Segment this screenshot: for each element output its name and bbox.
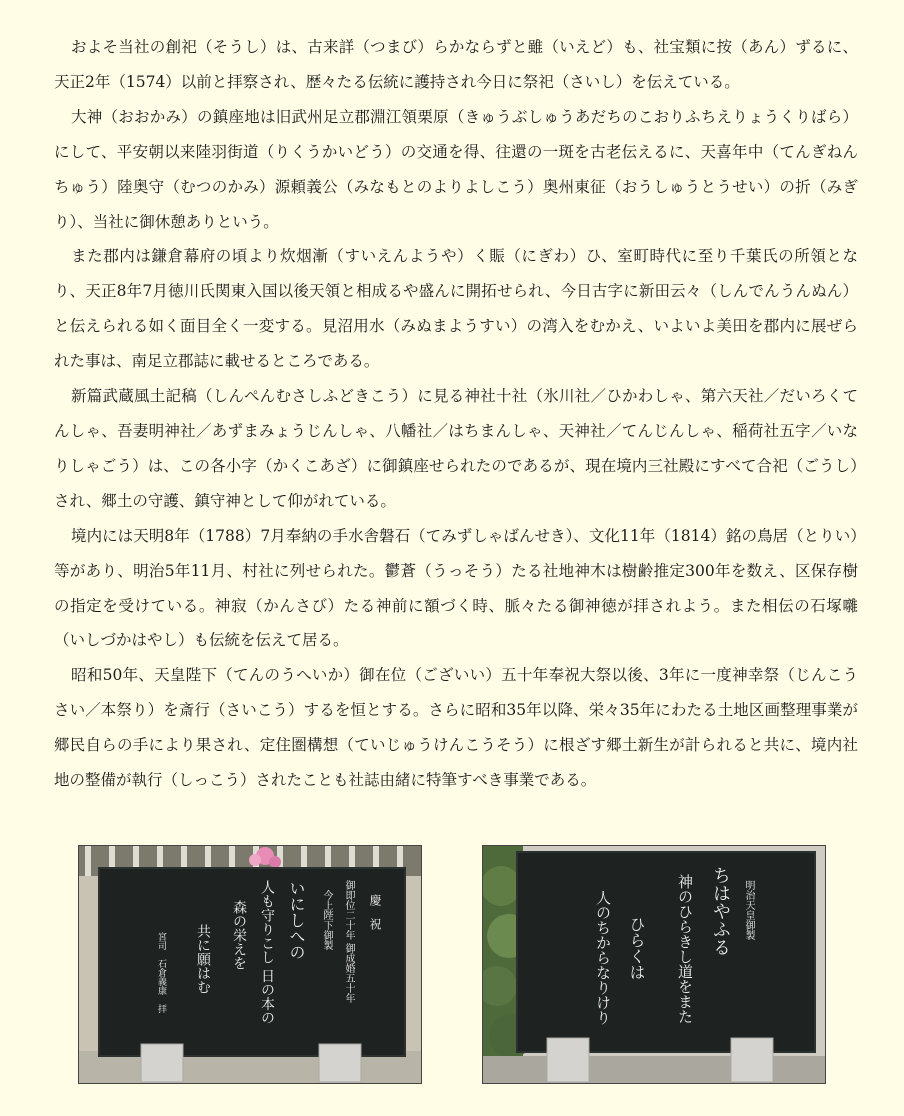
meiji-poem-line-4: 人のちからなりけり [594,890,612,1025]
right-pedestal-right [731,1038,773,1082]
monument-scene [79,846,421,1083]
history-paragraph-1: およそ当社の創祀（そうし）は、古来詳（つまび）らかならずと雖（いえど）も、社宝類に按（あん）ずるに、天正2年（1574）以前と拝察され、歴々たる伝統に護持され今日に祭祀（さいし）を伝えている。 [54,38,858,91]
right-pedestal [319,1044,361,1082]
stone-slab [99,868,405,1056]
meiji-poem-monument-photo [482,845,826,1084]
imperial-poem-monument-photo [78,845,422,1084]
history-paragraph-2: 大神（おおかみ）の鎮座地は旧武州足立郡淵江領栗原（きゅうぶしゅうあだちのこおりふちえりょうくりばら）にして、平安朝以来陸羽街道（りくうかいどう）の交通を得、往還の一斑を古老伝えるに、天喜年中（てんぎねんちゅう）陸奥守（むつのかみ）源頼義公（みなもとのよりよしこう）奥州東征（おうしゅうとうせい）の折（みぎり）、当社に御休憩ありという。 [54,107,858,231]
poem-heading: 慶 祝 [368,894,382,930]
history-paragraph-6: 昭和50年、天皇陛下（てんのうへいか）御在位（ございい）五十年奉祝大祭以後、3年に一度神幸祭（じんこうさい／本祭り）を斎行（さいこう）するを恒とする。さらに昭和35年以降、栄々35年にわたる土地区画整理事業が郷民自らの手により果され、定住圏構想（ていじゅうけんこうそう）に根ざす郷土新生が計られると共に、境内社地の整備が執行（しっこう）されたことも社誌由緒に特筆すべき事業である。 [54,666,858,790]
poem-line-3: 森の栄えを [231,900,247,970]
poem-line-1: いにしへの [287,880,306,960]
meiji-poem-line-2: 神のひらきし道をまた [676,874,694,1024]
left-pedestal [141,1044,183,1082]
poem-line-2: 人も守りこし 日の本の [259,880,275,1025]
meiji-poem-line-3: ひらくは [627,916,646,980]
shrine-history-text [54,30,858,798]
left-pedestal-right [547,1038,589,1082]
meiji-poem-line-1: ちはやふる [710,866,731,956]
stone-slab-right [517,852,815,1052]
poem-author: 今上陛下御製 [321,890,332,950]
meiji-poem-author: 明治天皇御製 [743,880,754,940]
poem-occasion: 御即位二十年 御成婚五十年 [343,880,354,1004]
history-paragraph-4: 新篇武蔵風土記稿（しんぺんむさしふどきこう）に見る神社十社（氷川社／ひかわしゃ、第六天社／だいろくてんしゃ、吾妻明神社／あずまみょうじんしゃ、八幡社／はちまんしゃ、天神社／てんじんしゃ、稲荷社五字／いなりしゃごう）は、この各小字（かくこあざ）に御鎮座せられたのであるが、現在境内三社殿にすべて合祀（ごうし）され、郷土の守護、鎮守神として仰がれている。 [54,387,858,510]
monument-scene-right [483,846,825,1083]
poem-signature: 宮司 石倉義康 拝 [156,932,166,1013]
history-paragraph-5: 境内には天明8年（1788）7月奉納の手水舎磐石（てみずしゃばんせき）、文化11年（1814）銘の鳥居（とりい）等があり、明治5年11月、村社に列せられた。鬱蒼（うっそう）たる社地神木は樹齢推定300年を数え、区保存樹の指定を受けている。神寂（かんさび）たる神前に額づく時、脈々たる御神徳が拝されよう。また相伝の石塚囃（いしづかはやし）も伝統を伝えて居る。 [54,526,858,650]
poem-line-4: 共に願はむ [195,924,211,994]
history-paragraph-3: また郡内は鎌倉幕府の頃より炊烟漸（すいえんようや）く賑（にぎわ）ひ、室町時代に至り千葉氏の所領となり、天正8年7月徳川氏関東入国以後天領と相成るや盛んに開拓せられ、今日古字に新田云々（しんでんうんぬん）と伝えられる如く面目全く一変する。見沼用水（みぬまようすい）の湾入をむかえ、いよいよ美田を郡内に展ぜられた事は、南足立郡誌に載せるところである。 [54,247,858,371]
